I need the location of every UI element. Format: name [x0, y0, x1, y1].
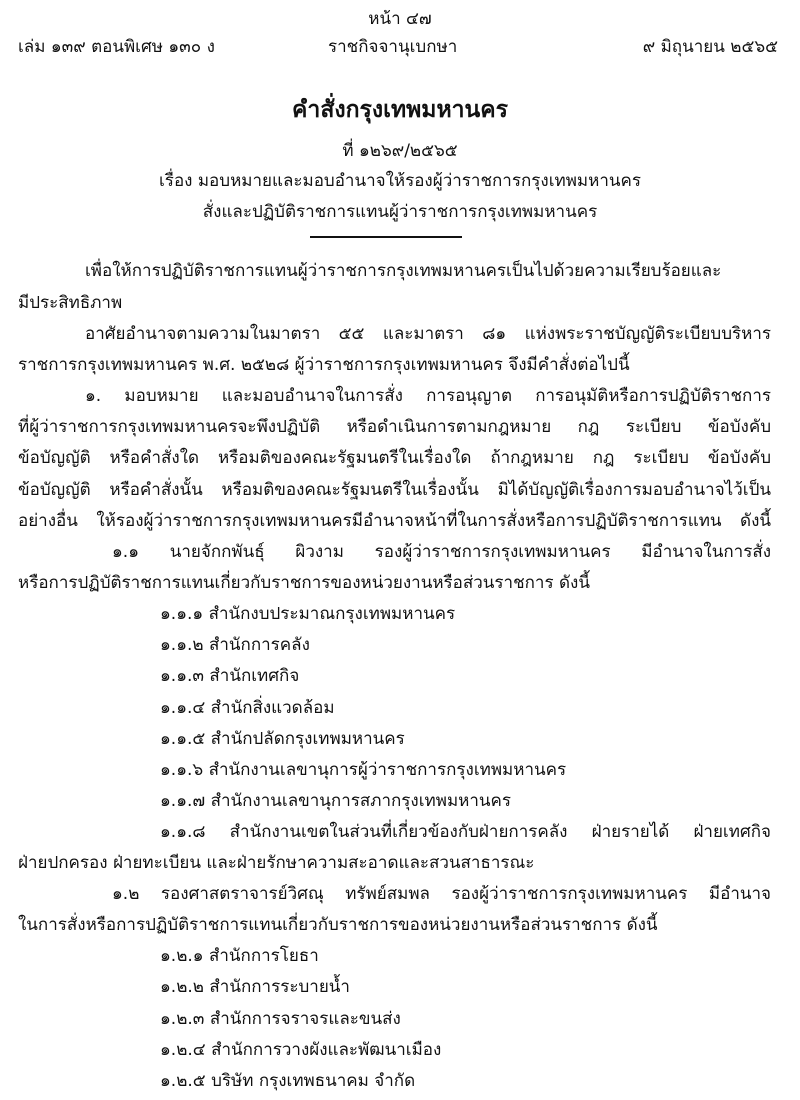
item-1-1-text: ๑.๑ นายจักกพันธุ์ ผิวงาม รองผู้ว่าราชการกรุงเทพมหานคร มีอำนาจในการสั่ง: [112, 542, 771, 562]
item-1-2-text-line2: ในการสั่งหรือการปฏิบัติราชการแทนเกี่ยวกับราชการของหน่วยงานหรือส่วนราชการ ดังนี้: [18, 915, 658, 935]
page-number: หน้า ๔๗: [368, 9, 432, 29]
list-item: ๑.๒.๕ บริษัท กรุงเทพธนาคม จำกัด: [160, 1071, 416, 1091]
order-subject-continued: สั่งและปฏิบัติราชการแทนผู้ว่าราชการกรุงเทพมหานคร: [202, 202, 598, 222]
order-title: คำสั่งกรุงเทพมหานคร: [292, 97, 508, 123]
title-divider: [310, 236, 462, 238]
gazette-date: ๙ มิถุนายน ๒๕๖๕: [642, 37, 778, 57]
gazette-volume: เล่ม ๑๓๙ ตอนพิเศษ ๑๓๐ ง: [18, 37, 215, 57]
list-item: ๑.๑.๕ สำนักปลัดกรุงเทพมหานคร: [160, 729, 405, 749]
order-number: ที่ ๑๒๖๙/๒๕๖๕: [342, 141, 458, 161]
paragraph-authority-cont: ราชการกรุงเทพมหานคร พ.ศ. ๒๕๒๘ ผู้ว่าราชการกรุงเทพมหานคร จึงมีคำสั่งต่อไปนี้: [18, 355, 630, 375]
item-1-text-line3: ข้อบัญญัติ หรือคำสั่งใด หรือมติของคณะรัฐมนตรีในเรื่องใด ถ้ากฎหมาย กฎ ระเบียบ ข้อบังคับ: [18, 448, 771, 468]
item-1-text-line5: อย่างอื่น ให้รองผู้ว่าราชการกรุงเทพมหานครมีอำนาจหน้าที่ในการสั่งหรือการปฏิบัติราชการแทน ดังนี้: [18, 511, 771, 531]
list-item-1-1-8-cont: ฝ่ายปกครอง ฝ่ายทะเบียน และฝ่ายรักษาความสะอาดและสวนสาธารณะ: [18, 853, 535, 873]
item-1-2-text: ๑.๒ รองศาสตราจารย์วิศณุ ทรัพย์สมพล รองผู้ว่าราชการกรุงเทพมหานคร มีอำนาจ: [112, 884, 771, 904]
list-item: ๑.๑.๒ สำนักการคลัง: [160, 635, 310, 655]
gazette-publication: ราชกิจจานุเบกษา: [328, 37, 458, 57]
item-1-text-line2: ที่ผู้ว่าราชการกรุงเทพมหานครจะพึงปฏิบัติ หรือดำเนินการตามกฎหมาย กฎ ระเบียบ ข้อบังคับ: [18, 417, 771, 437]
list-item: ๑.๑.๔ สำนักสิ่งแวดล้อม: [160, 698, 335, 718]
item-1-1-text-line2: หรือการปฏิบัติราชการแทนเกี่ยวกับราชการของหน่วยงานหรือส่วนราชการ ดังนี้: [18, 573, 590, 593]
paragraph-purpose: เพื่อให้การปฏิบัติราชการแทนผู้ว่าราชการกรุงเทพมหานครเป็นไปด้วยความเรียบร้อยและ: [85, 261, 722, 281]
paragraph-authority: อาศัยอำนาจตามความในมาตรา ๕๕ และมาตรา ๘๑ แห่งพระราชบัญญัติระเบียบบริหาร: [85, 324, 771, 344]
list-item-1-1-8: ๑.๑.๘ สำนักงานเขตในส่วนที่เกี่ยวข้องกับฝ่ายการคลัง ฝ่ายรายได้ ฝ่ายเทศกิจ: [160, 822, 771, 842]
list-item: ๑.๒.๑ สำนักการโยธา: [160, 946, 319, 966]
list-item: ๑.๑.๗ สำนักงานเลขานุการสภากรุงเทพมหานคร: [160, 791, 512, 811]
list-item: ๑.๒.๓ สำนักการจราจรและขนส่ง: [160, 1009, 401, 1029]
list-item: ๑.๑.๑ สำนักงบประมาณกรุงเทพมหานคร: [160, 604, 456, 624]
paragraph-purpose-cont: มีประสิทธิภาพ: [18, 293, 123, 313]
list-item: ๑.๑.๓ สำนักเทศกิจ: [160, 666, 300, 686]
order-subject: เรื่อง มอบหมายและมอบอำนาจให้รองผู้ว่าราชการกรุงเทพมหานคร: [159, 171, 641, 191]
list-item: ๑.๑.๖ สำนักงานเลขานุการผู้ว่าราชการกรุงเทพมหานคร: [160, 760, 567, 780]
list-item: ๑.๒.๔ สำนักการวางผังและพัฒนาเมือง: [160, 1040, 442, 1060]
item-1-text: ๑. มอบหมาย และมอบอำนาจในการสั่ง การอนุญาต การอนุมัติหรือการปฏิบัติราชการ: [85, 386, 771, 406]
list-item: ๑.๒.๒ สำนักการระบายน้ำ: [160, 977, 350, 997]
item-1-text-line4: ข้อบัญญัติ หรือคำสั่งนั้น หรือมติของคณะรัฐมนตรีในเรื่องนั้น มิได้บัญญัติเรื่องการมอบอำนาจไว้เป็น: [18, 480, 771, 500]
